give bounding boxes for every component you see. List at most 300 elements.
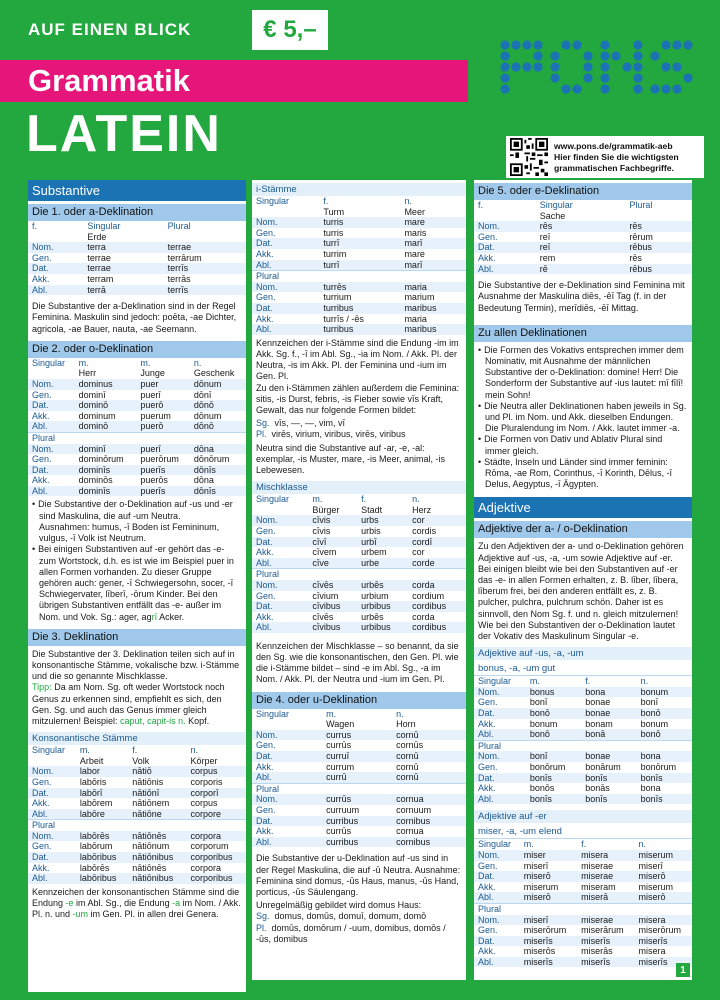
- table-cell: terra: [83, 242, 163, 253]
- meaning: Herr: [78, 368, 97, 379]
- table-row: [252, 612, 466, 623]
- note-item: [32, 544, 242, 622]
- table-cell: terrīs: [164, 285, 246, 296]
- table-row: [252, 580, 466, 591]
- table-row: [252, 515, 466, 526]
- table-cell: rēs: [536, 221, 626, 232]
- col-head: m.: [326, 708, 337, 719]
- table-row: [474, 794, 692, 805]
- case-label: Akk.: [478, 252, 496, 263]
- table-row: [252, 751, 466, 762]
- table-cell: puer: [136, 379, 190, 390]
- case-label: Abl.: [474, 729, 526, 740]
- case-label: Nom.: [474, 687, 526, 698]
- table-cell: dominus: [75, 379, 137, 390]
- table-cell: cornū: [392, 751, 466, 762]
- table-row: [252, 591, 466, 602]
- case-label: Akk.: [478, 718, 496, 729]
- table-cell: cīvī: [308, 537, 357, 548]
- meaning: Erde: [87, 231, 107, 242]
- table-cell: dōnī: [193, 389, 212, 400]
- table-cell: miserōs: [523, 946, 556, 957]
- table-row: [252, 537, 466, 548]
- form-list: vīs, —, —, vim, vī: [274, 418, 346, 429]
- case-label: Dat.: [474, 773, 526, 784]
- case-label: Nom.: [252, 282, 319, 293]
- table-cell: cīvēs: [308, 580, 357, 591]
- u-declension-table: [252, 709, 466, 848]
- case-label: Nom.: [28, 831, 76, 842]
- case-label: Nom.: [28, 242, 83, 253]
- case-label: Dat.: [28, 788, 76, 799]
- table-cell: bonī: [529, 697, 548, 708]
- qr-promo[interactable]: [506, 136, 704, 178]
- table-row: [252, 772, 466, 783]
- table-cell: rem: [539, 252, 556, 263]
- case-label: Dat.: [28, 263, 83, 274]
- table-cell: nātiōnem: [132, 798, 170, 809]
- col-head: m.: [312, 494, 323, 505]
- meaning: Bürger: [312, 504, 340, 515]
- table-cell: reī: [536, 242, 626, 253]
- case-label: Abl.: [474, 892, 520, 903]
- table-row: [252, 314, 466, 325]
- table-cell: miserās: [581, 946, 613, 957]
- table-cell: bonīs: [637, 794, 692, 805]
- col-head: f.: [478, 200, 484, 210]
- i-stems-table: [252, 196, 466, 335]
- table-cell: miserōrum: [523, 925, 567, 936]
- meaning: Arbeit: [79, 755, 104, 766]
- col-head: n.: [404, 196, 412, 206]
- vis-forms: [256, 418, 462, 429]
- u-declension-notes: [252, 847, 466, 948]
- col-head: Singular: [256, 708, 290, 719]
- table-cell: labōris: [79, 776, 107, 787]
- col-head: n.: [640, 676, 649, 687]
- case-label: Nom.: [474, 850, 520, 861]
- table-row: [474, 264, 692, 275]
- case-label: Dat.: [28, 852, 76, 863]
- case-label: Akk.: [256, 547, 274, 558]
- meaning: Stadt: [361, 504, 383, 515]
- table-cell: cornua: [396, 826, 424, 837]
- table-cell: miserae: [577, 915, 634, 926]
- col-head: Plural: [629, 200, 653, 210]
- form-label: Pl.: [256, 922, 267, 933]
- table-cell: labōrēs: [76, 831, 128, 842]
- table-cell: bonō: [526, 708, 581, 719]
- a-declension-title: Die 1. oder a-Deklination: [28, 204, 246, 221]
- note-ending: -a: [172, 898, 181, 909]
- table-cell: miser: [520, 850, 577, 861]
- table-row: [474, 751, 692, 762]
- table-cell: miserōrum: [638, 925, 682, 936]
- table-row: [252, 622, 466, 633]
- table-cell: cīvem: [312, 547, 337, 558]
- case-label: Abl.: [252, 772, 322, 783]
- table-cell: nātiōnis: [132, 776, 164, 787]
- tip-label: Tipp:: [32, 682, 52, 693]
- meaning: Sache: [539, 210, 566, 221]
- table-cell: miserīs: [635, 957, 692, 968]
- col-head: n.: [190, 745, 198, 756]
- table-cell: corporibus: [186, 873, 246, 884]
- table-cell: miserae: [581, 860, 614, 871]
- table-row: [28, 274, 246, 285]
- case-label: Gen.: [256, 740, 276, 751]
- table-cell: corporum: [190, 841, 229, 852]
- col-head: m.: [78, 357, 89, 368]
- table-cell: puerīs: [136, 465, 190, 476]
- case-label: Dat.: [474, 242, 536, 253]
- case-label: Gen.: [478, 231, 498, 242]
- case-label: Dat.: [252, 601, 308, 612]
- promo-text: Hier finden Sie die wichtigsten grammatischen Fachbegriffe.: [554, 151, 679, 173]
- table-row: [28, 798, 246, 809]
- table-row: [474, 957, 692, 968]
- table-cell: turris: [319, 217, 400, 228]
- miser-lemma: miser, -a, -um elend: [474, 825, 692, 839]
- case-label: Akk.: [32, 475, 50, 486]
- col-head: Singular: [256, 196, 290, 206]
- section-adjektive: Adjektive: [474, 497, 692, 518]
- a-declension-note: Die Substantive der a-Deklination sind in der Regel Feminina. Maskulin sind jedoch: poēta, -ae Dichter, agricola, -ae Bauer, nauta, -ae Seemann.: [32, 301, 237, 334]
- table-row: [28, 421, 246, 432]
- tip-text: Kopf.: [185, 715, 210, 726]
- table-row: [252, 762, 466, 773]
- table-cell: corpora: [186, 831, 246, 842]
- table-row: [252, 547, 466, 558]
- table-row: [474, 729, 692, 740]
- table-cell: currus: [322, 730, 392, 741]
- table-cell: marī: [400, 260, 466, 271]
- bonus-lemma: bonus, -a, -um gut: [474, 662, 692, 676]
- case-label: Akk.: [256, 826, 274, 837]
- case-label: Dat.: [252, 751, 322, 762]
- table-cell: miserā: [577, 892, 634, 903]
- table-cell: bonārum: [585, 761, 621, 772]
- table-cell: marium: [404, 292, 435, 303]
- table-cell: cordis: [412, 525, 437, 536]
- third-intro: Die Substantive der 3. Deklination teilen sich auf in konsonantische Stämme, vokalische bzw. i-Stämme und die so genannte Mischklasse.: [32, 648, 240, 682]
- table-cell: mare: [404, 248, 425, 259]
- table-cell: bonā: [581, 729, 636, 740]
- table-cell: urbēs: [361, 611, 384, 622]
- consonant-stems-table: [28, 745, 246, 884]
- note-text: Kennzeichen der konsonantischen Stämme sind die Endung: [32, 886, 240, 909]
- mixed-class-note: Kennzeichen der Mischklasse – so benannt, da sie den Sg. wie die konsonantischen, den Gen. Pl. wie die i-Stämme bildet – sind -e im Abl. Sg., -a im Nom. / Akk. Pl. der Neutra und -ium im Gen. Pl.: [256, 640, 459, 685]
- plural-label: Plural: [252, 569, 466, 580]
- adjectives-ao-title: Adjektive der a- / o-Deklination: [474, 521, 692, 538]
- table-row: [28, 475, 246, 486]
- meaning: Junge: [140, 368, 165, 379]
- table-cell: curruum: [326, 805, 360, 816]
- case-label: Akk.: [32, 798, 50, 809]
- page-number: 1: [676, 963, 690, 977]
- form-label: Sg.: [256, 911, 270, 922]
- table-cell: maribus: [400, 303, 466, 314]
- case-label: Nom.: [252, 515, 308, 526]
- table-cell: turrēs: [319, 282, 400, 293]
- case-label: Gen.: [256, 292, 276, 303]
- table-cell: bonīs: [581, 773, 636, 784]
- case-label: Nom.: [474, 915, 520, 926]
- i-stems-note: Zu den i-Stämmen zählen außerdem die Feminina: sitis, -is Durst, febris, -is Fieber sowie vīs Kraft, Gewalt, das nur folgende Formen bildet:: [256, 382, 460, 415]
- table-row: [252, 805, 466, 816]
- table-cell: corda: [408, 580, 466, 591]
- table-cell: labōrēs: [79, 862, 110, 873]
- table-row: [28, 788, 246, 799]
- promo-url[interactable]: www.pons.de/grammatik-aeb: [554, 140, 673, 151]
- all-declensions-notes: [474, 342, 692, 494]
- note-text: im Nom. / Akk. Pl. n. und: [32, 898, 241, 920]
- table-cell: puerō: [136, 400, 190, 411]
- table-row: [474, 242, 692, 253]
- table-row: [474, 925, 692, 936]
- table-cell: miserī: [523, 860, 549, 871]
- table-cell: bonae: [585, 697, 611, 708]
- table-cell: dominō: [75, 421, 137, 432]
- plural-label: Plural: [28, 820, 246, 831]
- table-cell: cordium: [412, 590, 445, 601]
- case-label: Abl.: [252, 837, 322, 848]
- table-row: [474, 915, 692, 926]
- table-cell: miserī: [638, 860, 664, 871]
- table-cell: dōnōrum: [193, 454, 230, 465]
- table-cell: labōribus: [76, 852, 128, 863]
- table-cell: nātiōnēs: [132, 862, 167, 873]
- meaning: Geschenk: [193, 368, 235, 379]
- table-cell: curruī: [322, 751, 392, 762]
- bonus-table: [474, 676, 692, 804]
- table-cell: maris: [404, 227, 427, 238]
- table-cell: bonō: [526, 729, 581, 740]
- note-text: vulgus, -ī Volk ist Neutrum.: [39, 533, 147, 544]
- table-cell: puerīs: [136, 486, 190, 497]
- table-cell: miserīs: [520, 957, 577, 968]
- table-cell: corpus: [186, 766, 246, 777]
- table-row: [474, 232, 692, 243]
- table-cell: miserum: [523, 881, 559, 892]
- table-cell: labor: [76, 766, 128, 777]
- third-declension-title: Die 3. Deklination: [28, 629, 246, 646]
- case-label: Nom.: [252, 730, 322, 741]
- table-row: [252, 249, 466, 260]
- table-cell: maria: [404, 313, 427, 324]
- table-cell: cornibus: [392, 816, 466, 827]
- table-cell: labōre: [76, 809, 128, 820]
- table-cell: labōrum: [79, 841, 113, 852]
- form-list: virēs, virium, viribus, virēs, viribus: [271, 429, 406, 440]
- table-row: [28, 809, 246, 820]
- case-label: Dat.: [252, 537, 308, 548]
- table-cell: cor: [412, 547, 425, 558]
- note-item: • Die Formen des Vokativs entsprechen immer dem Nominativ, mit Ausnahme der männlichen Substantive der o-Deklination: domine! Herr! Die Sonderform der Substantive auf -ius lautet: mī fīlī! mein Sohn!: [478, 345, 688, 401]
- plural-label: Plural: [252, 271, 466, 282]
- mixed-class-title: Mischklasse: [252, 481, 466, 494]
- table-cell: rēbus: [625, 242, 692, 253]
- case-label: Dat.: [28, 400, 75, 411]
- table-row: [474, 253, 692, 264]
- table-cell: bona: [640, 783, 661, 794]
- table-row: [252, 837, 466, 848]
- table-cell: nātiō: [128, 766, 186, 777]
- case-label: Gen.: [478, 697, 498, 708]
- case-label: Abl.: [28, 873, 76, 884]
- table-cell: miserīs: [577, 936, 634, 947]
- table-cell: cordī: [408, 537, 466, 548]
- table-cell: terrae: [87, 252, 111, 263]
- table-row: [252, 558, 466, 569]
- table-cell: miserō: [635, 892, 692, 903]
- table-cell: curribus: [322, 816, 392, 827]
- table-cell: labōrī: [76, 788, 128, 799]
- table-cell: bona: [581, 687, 636, 698]
- e-declension-title: Die 5. oder e-Deklination: [474, 183, 692, 200]
- table-row: [474, 708, 692, 719]
- qr-code-icon[interactable]: [510, 138, 548, 176]
- e-declension-note: Die Substantive der e-Deklination sind Feminina mit Ausnahme der Maskulina diēs, -ēī Tag (f. in der Bedeutung Termin), merīdiēs, -ēī Mittag.: [478, 280, 685, 313]
- table-cell: bonōs: [529, 783, 555, 794]
- case-label: Akk.: [256, 761, 274, 772]
- table-row: [252, 292, 466, 303]
- case-label: Gen.: [478, 860, 498, 871]
- mixed-class-table: [252, 494, 466, 633]
- table-cell: nātiōnibus: [128, 852, 186, 863]
- table-row: [28, 852, 246, 863]
- table-cell: nātiōnēs: [128, 831, 186, 842]
- table-cell: urbem: [361, 547, 387, 558]
- table-cell: puerōrum: [140, 454, 179, 465]
- table-cell: miserīs: [635, 936, 692, 947]
- u-note: Die Substantive der u-Deklination auf -us sind in der Regel Maskulina, die auf -ū Neutra. Ausnahme: Feminina sind domus, -ūs Haus, manus, -ūs Hand, porticus, -ūs Säulengang.: [256, 853, 461, 898]
- table-cell: maria: [400, 282, 466, 293]
- table-cell: misera: [635, 915, 692, 926]
- table-cell: bonīs: [637, 773, 692, 784]
- case-label: Gen.: [478, 761, 498, 772]
- case-label: Akk.: [256, 611, 274, 622]
- table-row: [28, 444, 246, 455]
- table-cell: bonās: [585, 783, 610, 794]
- miser-title: Adjektive auf -er: [474, 810, 692, 823]
- case-label: Dat.: [252, 238, 319, 249]
- table-cell: cordibus: [408, 601, 466, 612]
- table-cell: dominum: [78, 410, 116, 421]
- table-cell: turrium: [323, 292, 352, 303]
- table-cell: urbibus: [357, 601, 408, 612]
- a-declension-table: [28, 221, 246, 295]
- table-cell: turrī: [319, 260, 400, 271]
- table-row: [474, 762, 692, 773]
- case-label: Nom.: [474, 751, 526, 762]
- case-label: Akk.: [256, 313, 274, 324]
- table-cell: miserae: [577, 871, 634, 882]
- table-row: [252, 740, 466, 751]
- table-row: [252, 282, 466, 293]
- table-row: [252, 601, 466, 612]
- note-text: Ausnahmen: humus, -ī Boden ist Femininum,: [39, 521, 220, 532]
- table-cell: currūs: [326, 740, 352, 751]
- plural-label: Plural: [28, 432, 246, 443]
- table-cell: dōnō: [190, 400, 246, 411]
- table-row: [28, 873, 246, 884]
- table-row: [474, 936, 692, 947]
- table-row: [28, 841, 246, 852]
- table-cell: cornibus: [392, 837, 466, 848]
- table-row: [252, 526, 466, 537]
- col-head: Singular: [32, 357, 66, 368]
- table-cell: dōnum: [190, 379, 246, 390]
- table-cell: bonōrum: [529, 761, 566, 772]
- table-cell: cīvium: [312, 590, 339, 601]
- table-row: [252, 228, 466, 239]
- table-cell: miseram: [581, 881, 616, 892]
- case-label: Abl.: [28, 809, 76, 820]
- table-cell: terrae: [83, 263, 163, 274]
- table-cell: misera: [638, 946, 666, 957]
- table-cell: bonī: [640, 697, 659, 708]
- form-list: domus, domūs, domuī, domum, domō: [274, 911, 427, 922]
- table-cell: bonum: [529, 718, 558, 729]
- col-head: f.: [585, 676, 591, 687]
- table-cell: currū: [322, 772, 392, 783]
- table-cell: rēs: [629, 252, 642, 263]
- table-cell: miserī: [520, 915, 577, 926]
- table-row: [28, 242, 246, 253]
- note-text: im Gen. Pl. in allen drei Genera.: [88, 909, 219, 920]
- case-label: Dat.: [474, 871, 520, 882]
- case-label: Gen.: [32, 841, 52, 852]
- table-row: [28, 390, 246, 401]
- domus-forms: [256, 911, 462, 922]
- table-row: [252, 794, 466, 805]
- price-badge: € 5,–: [252, 10, 328, 50]
- table-cell: puerōs: [140, 475, 168, 486]
- form-label: Sg.: [256, 418, 270, 429]
- table-cell: curribus: [322, 837, 392, 848]
- table-row: [28, 400, 246, 411]
- table-cell: cornū: [396, 761, 419, 772]
- table-cell: bonae: [581, 708, 636, 719]
- table-cell: bona: [637, 751, 692, 762]
- table-row: [252, 260, 466, 271]
- table-cell: dominīs: [75, 465, 137, 476]
- table-cell: cornūs: [396, 740, 424, 751]
- table-cell: corda: [412, 611, 435, 622]
- note-item: [32, 499, 242, 544]
- table-cell: terrās: [167, 273, 191, 284]
- table-cell: bonōrum: [640, 761, 677, 772]
- tip-text: Da am Nom. Sg. oft weder Wortstock noch Genus zu erkennen sind, empfiehlt es sich, den Gen. Sg. und auch das Genus immer gleich mitzulernen! Beispiel:: [32, 682, 225, 726]
- form-list: domūs, domōrum / -uum, domibus, domōs / -ūs, domibus: [256, 922, 446, 944]
- table-cell: dōnum: [193, 410, 222, 421]
- table-cell: dominī: [75, 444, 137, 455]
- col-head: m.: [523, 839, 534, 850]
- case-label: Abl.: [252, 558, 308, 569]
- table-cell: terrae: [164, 242, 246, 253]
- table-cell: bonīs: [526, 794, 581, 805]
- case-label: Abl.: [28, 285, 83, 296]
- table-cell: bonō: [637, 708, 692, 719]
- table-cell: cīvibus: [308, 601, 357, 612]
- table-cell: corporis: [190, 776, 223, 787]
- case-label: Nom.: [28, 766, 76, 777]
- case-label: Dat.: [474, 708, 526, 719]
- table-cell: corpora: [190, 862, 221, 873]
- table-cell: bonīs: [581, 794, 636, 805]
- table-cell: currūs: [326, 826, 352, 837]
